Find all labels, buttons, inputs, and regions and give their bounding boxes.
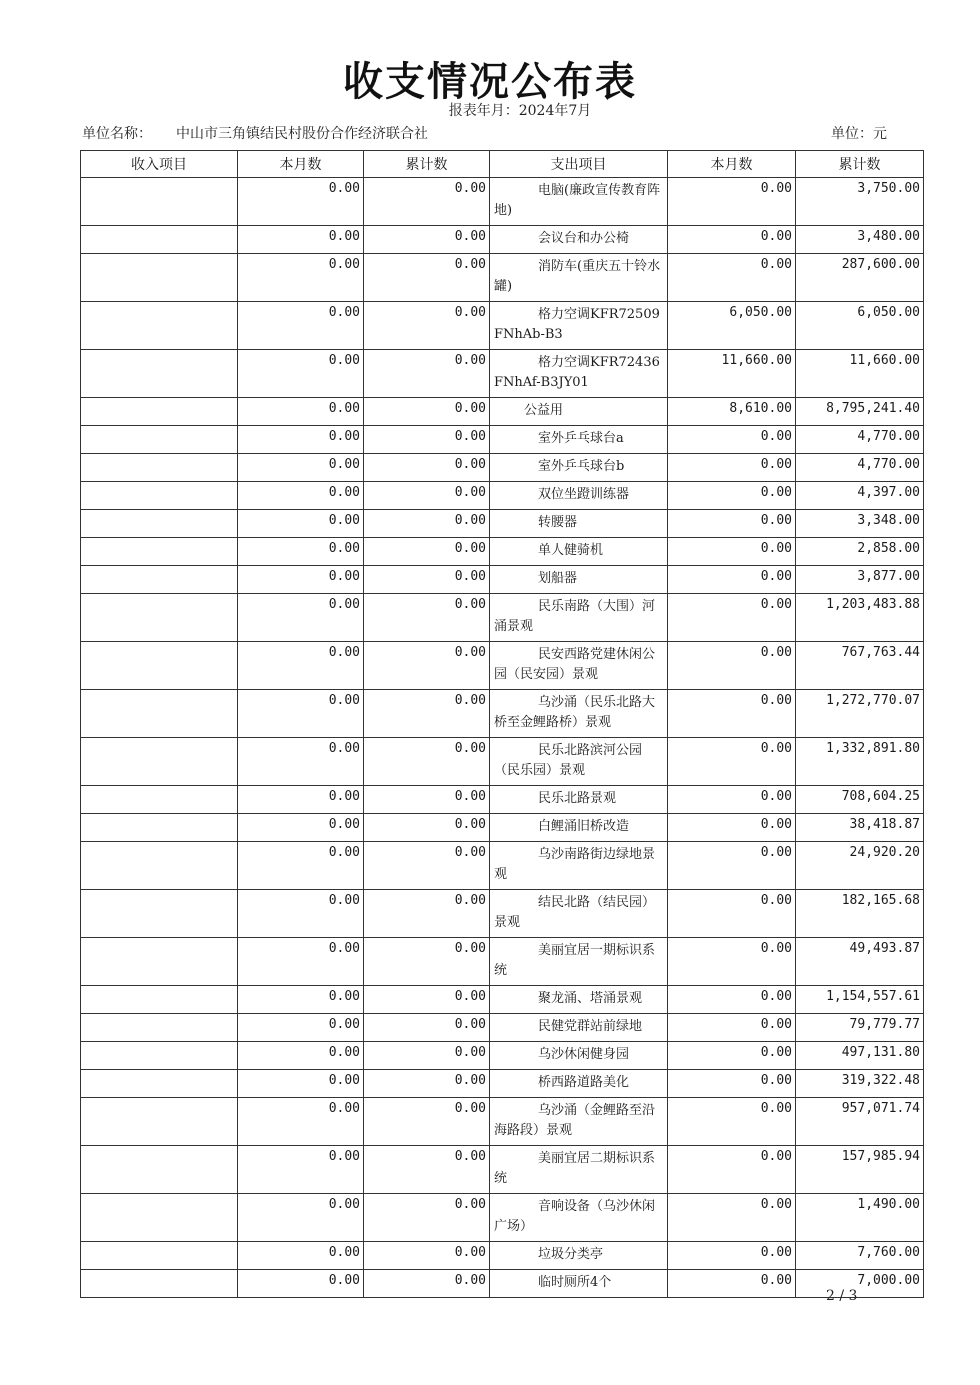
expense-item-cell: 乌沙涌（金鲤路至沿海路段）景观: [490, 1098, 668, 1146]
expense-month-cell: 0.00: [668, 538, 796, 566]
income-item-cell: [81, 938, 238, 986]
table-row: [81, 842, 924, 890]
income-month-cell: 0.00: [238, 938, 364, 986]
income-total-cell: 0.00: [364, 510, 490, 538]
expense-total-cell: 7,000.00: [796, 1270, 924, 1298]
page-title: 收支情况公布表: [343, 59, 637, 105]
expense-month-cell: 0.00: [668, 890, 796, 938]
table-row: [81, 302, 924, 350]
income-expense-table: [80, 150, 924, 1298]
income-total-cell: 0.00: [364, 738, 490, 786]
expense-total-cell: 497,131.80: [796, 1042, 924, 1070]
expense-item-cell: 室外乒乓球台a: [490, 426, 668, 454]
expense-month-cell: 0.00: [668, 738, 796, 786]
expense-total-cell: 287,600.00: [796, 254, 924, 302]
income-month-cell: 0.00: [238, 566, 364, 594]
expense-month-cell: 0.00: [668, 642, 796, 690]
income-month-cell: 0.00: [238, 1146, 364, 1194]
table-row: [81, 690, 924, 738]
table-header-row: [81, 151, 924, 178]
expense-month-cell: 0.00: [668, 510, 796, 538]
expense-item-cell: 室外乒乓球台b: [490, 454, 668, 482]
expense-item-cell: 民乐北路景观: [490, 786, 668, 814]
expense-month-cell: 0.00: [668, 690, 796, 738]
expense-item-cell: 会议台和办公椅: [490, 226, 668, 254]
expense-month-cell: 0.00: [668, 786, 796, 814]
income-total-cell: 0.00: [364, 1014, 490, 1042]
expense-total-cell: 1,272,770.07: [796, 690, 924, 738]
expense-month-cell: 0.00: [668, 454, 796, 482]
expense-item-cell: 音响设备（乌沙休闲广场）: [490, 1194, 668, 1242]
income-total-cell: 0.00: [364, 690, 490, 738]
expense-total-cell: 1,490.00: [796, 1194, 924, 1242]
expense-month-cell: 0.00: [668, 842, 796, 890]
income-item-cell: [81, 1270, 238, 1298]
income-total-cell: 0.00: [364, 302, 490, 350]
income-item-cell: [81, 482, 238, 510]
expense-total-cell: 7,760.00: [796, 1242, 924, 1270]
column-header-expense-month: 本月数: [668, 151, 796, 178]
table-row: [81, 482, 924, 510]
expense-month-cell: 0.00: [668, 1194, 796, 1242]
income-month-cell: 0.00: [238, 538, 364, 566]
income-month-cell: 0.00: [238, 890, 364, 938]
expense-month-cell: 8,610.00: [668, 398, 796, 426]
income-total-cell: 0.00: [364, 350, 490, 398]
expense-item-cell: 电脑(廉政宣传教育阵地): [490, 178, 668, 226]
expense-month-cell: 11,660.00: [668, 350, 796, 398]
income-month-cell: 0.00: [238, 398, 364, 426]
expense-month-cell: 6,050.00: [668, 302, 796, 350]
table-row: [81, 1070, 924, 1098]
expense-month-cell: 0.00: [668, 1014, 796, 1042]
income-month-cell: 0.00: [238, 1098, 364, 1146]
income-total-cell: 0.00: [364, 254, 490, 302]
income-month-cell: 0.00: [238, 1194, 364, 1242]
income-month-cell: 0.00: [238, 1014, 364, 1042]
table-row: [81, 350, 924, 398]
table-row: [81, 594, 924, 642]
expense-month-cell: 0.00: [668, 566, 796, 594]
expense-item-cell: 单人健骑机: [490, 538, 668, 566]
expense-total-cell: 3,750.00: [796, 178, 924, 226]
income-item-cell: [81, 566, 238, 594]
expense-total-cell: 4,397.00: [796, 482, 924, 510]
expense-item-cell: 民健党群站前绿地: [490, 1014, 668, 1042]
income-month-cell: 0.00: [238, 1242, 364, 1270]
table-row: [81, 566, 924, 594]
income-total-cell: 0.00: [364, 642, 490, 690]
income-total-cell: 0.00: [364, 842, 490, 890]
expense-total-cell: 157,985.94: [796, 1146, 924, 1194]
income-item-cell: [81, 738, 238, 786]
table-row: [81, 538, 924, 566]
expense-item-cell: 桥西路道路美化: [490, 1070, 668, 1098]
table-row: [81, 1098, 924, 1146]
expense-item-cell: 垃圾分类亭: [490, 1242, 668, 1270]
table-row: [81, 642, 924, 690]
expense-item-cell: 划船器: [490, 566, 668, 594]
column-header-income-month: 本月数: [238, 151, 364, 178]
income-month-cell: 0.00: [238, 786, 364, 814]
expense-total-cell: 4,770.00: [796, 426, 924, 454]
table-row: [81, 398, 924, 426]
expense-item-cell: 乌沙涌（民乐北路大桥至金鲤路桥）景观: [490, 690, 668, 738]
table-row: [81, 1146, 924, 1194]
expense-month-cell: 0.00: [668, 254, 796, 302]
table-row: [81, 510, 924, 538]
income-item-cell: [81, 350, 238, 398]
income-total-cell: 0.00: [364, 454, 490, 482]
income-item-cell: [81, 1070, 238, 1098]
expense-total-cell: 38,418.87: [796, 814, 924, 842]
expense-month-cell: 0.00: [668, 482, 796, 510]
expense-item-cell: 民安西路党建休闲公园（民安园）景观: [490, 642, 668, 690]
income-item-cell: [81, 1042, 238, 1070]
income-item-cell: [81, 302, 238, 350]
expense-month-cell: 0.00: [668, 986, 796, 1014]
table-row: [81, 178, 924, 226]
expense-total-cell: 24,920.20: [796, 842, 924, 890]
expense-total-cell: 182,165.68: [796, 890, 924, 938]
income-item-cell: [81, 398, 238, 426]
income-month-cell: 0.00: [238, 1070, 364, 1098]
income-total-cell: 0.00: [364, 1098, 490, 1146]
income-total-cell: 0.00: [364, 1194, 490, 1242]
income-item-cell: [81, 1242, 238, 1270]
expense-item-cell: 美丽宜居二期标识系统: [490, 1146, 668, 1194]
currency-unit: 单位：元: [831, 126, 887, 142]
expense-total-cell: 1,203,483.88: [796, 594, 924, 642]
expense-month-cell: 0.00: [668, 226, 796, 254]
income-month-cell: 0.00: [238, 510, 364, 538]
income-total-cell: 0.00: [364, 226, 490, 254]
column-header-income-item: 收入项目: [81, 151, 238, 178]
income-month-cell: 0.00: [238, 254, 364, 302]
income-item-cell: [81, 454, 238, 482]
income-item-cell: [81, 254, 238, 302]
income-month-cell: 0.00: [238, 738, 364, 786]
income-month-cell: 0.00: [238, 1270, 364, 1298]
expense-item-cell: 格力空调KFR72509FNhAb-B3: [490, 302, 668, 350]
organization-name: 中山市三角镇结民村股份合作经济联合社: [176, 126, 428, 142]
table-row: [81, 454, 924, 482]
income-item-cell: [81, 1194, 238, 1242]
income-month-cell: 0.00: [238, 986, 364, 1014]
income-total-cell: 0.00: [364, 482, 490, 510]
income-item-cell: [81, 842, 238, 890]
table-row: [81, 1242, 924, 1270]
income-total-cell: 0.00: [364, 786, 490, 814]
income-month-cell: 0.00: [238, 226, 364, 254]
expense-total-cell: 79,779.77: [796, 1014, 924, 1042]
income-item-cell: [81, 510, 238, 538]
income-item-cell: [81, 594, 238, 642]
income-total-cell: 0.00: [364, 1146, 490, 1194]
income-item-cell: [81, 642, 238, 690]
expense-month-cell: 0.00: [668, 1146, 796, 1194]
expense-month-cell: 0.00: [668, 1270, 796, 1298]
income-total-cell: 0.00: [364, 398, 490, 426]
expense-item-cell: 结民北路（结民园）景观: [490, 890, 668, 938]
income-month-cell: 0.00: [238, 842, 364, 890]
expense-total-cell: 767,763.44: [796, 642, 924, 690]
expense-month-cell: 0.00: [668, 814, 796, 842]
expense-total-cell: 6,050.00: [796, 302, 924, 350]
expense-month-cell: 0.00: [668, 938, 796, 986]
column-header-expense-item: 支出项目: [490, 151, 668, 178]
income-month-cell: 0.00: [238, 302, 364, 350]
column-header-expense-total: 累计数: [796, 151, 924, 178]
expense-item-cell: 白鲤涌旧桥改造: [490, 814, 668, 842]
column-header-income-total: 累计数: [364, 151, 490, 178]
expense-total-cell: 1,154,557.61: [796, 986, 924, 1014]
expense-total-cell: 1,332,891.80: [796, 738, 924, 786]
income-item-cell: [81, 690, 238, 738]
expense-total-cell: 708,604.25: [796, 786, 924, 814]
table-row: [81, 1042, 924, 1070]
income-item-cell: [81, 814, 238, 842]
income-total-cell: 0.00: [364, 986, 490, 1014]
expense-item-cell: 消防车(重庆五十铃水罐): [490, 254, 668, 302]
income-month-cell: 0.00: [238, 482, 364, 510]
expense-item-cell: 双位坐蹬训练器: [490, 482, 668, 510]
expense-month-cell: 0.00: [668, 594, 796, 642]
expense-month-cell: 0.00: [668, 426, 796, 454]
page-number: 2 / 3: [826, 1288, 858, 1304]
income-item-cell: [81, 986, 238, 1014]
table-row: [81, 1270, 924, 1298]
income-item-cell: [81, 1014, 238, 1042]
income-total-cell: 0.00: [364, 594, 490, 642]
expense-item-cell: 美丽宜居一期标识系统: [490, 938, 668, 986]
expense-month-cell: 0.00: [668, 1070, 796, 1098]
table-row: [81, 738, 924, 786]
expense-total-cell: 11,660.00: [796, 350, 924, 398]
table-row: [81, 890, 924, 938]
report-period: 报表年月：2024年7月: [448, 103, 592, 119]
income-total-cell: 0.00: [364, 890, 490, 938]
income-item-cell: [81, 1098, 238, 1146]
income-month-cell: 0.00: [238, 642, 364, 690]
income-item-cell: [81, 1146, 238, 1194]
income-month-cell: 0.00: [238, 350, 364, 398]
table-row: [81, 1194, 924, 1242]
expense-item-cell: 乌沙休闲健身园: [490, 1042, 668, 1070]
table-row: [81, 814, 924, 842]
expense-item-cell: 公益用: [490, 398, 668, 426]
income-month-cell: 0.00: [238, 178, 364, 226]
expense-total-cell: 957,071.74: [796, 1098, 924, 1146]
income-item-cell: [81, 538, 238, 566]
table-row: [81, 226, 924, 254]
income-total-cell: 0.00: [364, 1070, 490, 1098]
income-month-cell: 0.00: [238, 454, 364, 482]
income-total-cell: 0.00: [364, 1242, 490, 1270]
expense-month-cell: 0.00: [668, 1042, 796, 1070]
income-total-cell: 0.00: [364, 566, 490, 594]
income-month-cell: 0.00: [238, 594, 364, 642]
expense-item-cell: 聚龙涌、塔涌景观: [490, 986, 668, 1014]
expense-total-cell: 2,858.00: [796, 538, 924, 566]
table-row: [81, 426, 924, 454]
table-row: [81, 1014, 924, 1042]
expense-month-cell: 0.00: [668, 1242, 796, 1270]
expense-item-cell: 临时厕所4个: [490, 1270, 668, 1298]
income-item-cell: [81, 178, 238, 226]
expense-month-cell: 0.00: [668, 178, 796, 226]
income-item-cell: [81, 890, 238, 938]
expense-item-cell: 格力空调KFR72436FNhAf-B3JY01: [490, 350, 668, 398]
organization-line: [82, 123, 428, 143]
table-row: [81, 254, 924, 302]
expense-item-cell: 乌沙南路街边绿地景观: [490, 842, 668, 890]
income-item-cell: [81, 786, 238, 814]
expense-total-cell: 3,877.00: [796, 566, 924, 594]
expense-item-cell: 民乐南路（大围）河涌景观: [490, 594, 668, 642]
income-item-cell: [81, 426, 238, 454]
income-total-cell: 0.00: [364, 538, 490, 566]
table-row: [81, 786, 924, 814]
expense-total-cell: 3,348.00: [796, 510, 924, 538]
income-total-cell: 0.00: [364, 938, 490, 986]
expense-total-cell: 3,480.00: [796, 226, 924, 254]
expense-total-cell: 4,770.00: [796, 454, 924, 482]
expense-total-cell: 319,322.48: [796, 1070, 924, 1098]
income-total-cell: 0.00: [364, 814, 490, 842]
income-month-cell: 0.00: [238, 1042, 364, 1070]
organization-label: 单位名称：: [82, 126, 152, 142]
income-total-cell: 0.00: [364, 1042, 490, 1070]
expense-item-cell: 民乐北路滨河公园（民乐园）景观: [490, 738, 668, 786]
income-month-cell: 0.00: [238, 690, 364, 738]
income-total-cell: 0.00: [364, 1270, 490, 1298]
expense-total-cell: 49,493.87: [796, 938, 924, 986]
table-row: [81, 986, 924, 1014]
income-month-cell: 0.00: [238, 814, 364, 842]
expense-item-cell: 转腰器: [490, 510, 668, 538]
expense-month-cell: 0.00: [668, 1098, 796, 1146]
income-total-cell: 0.00: [364, 426, 490, 454]
expense-total-cell: 8,795,241.40: [796, 398, 924, 426]
income-total-cell: 0.00: [364, 178, 490, 226]
table-row: [81, 938, 924, 986]
income-item-cell: [81, 226, 238, 254]
income-month-cell: 0.00: [238, 426, 364, 454]
